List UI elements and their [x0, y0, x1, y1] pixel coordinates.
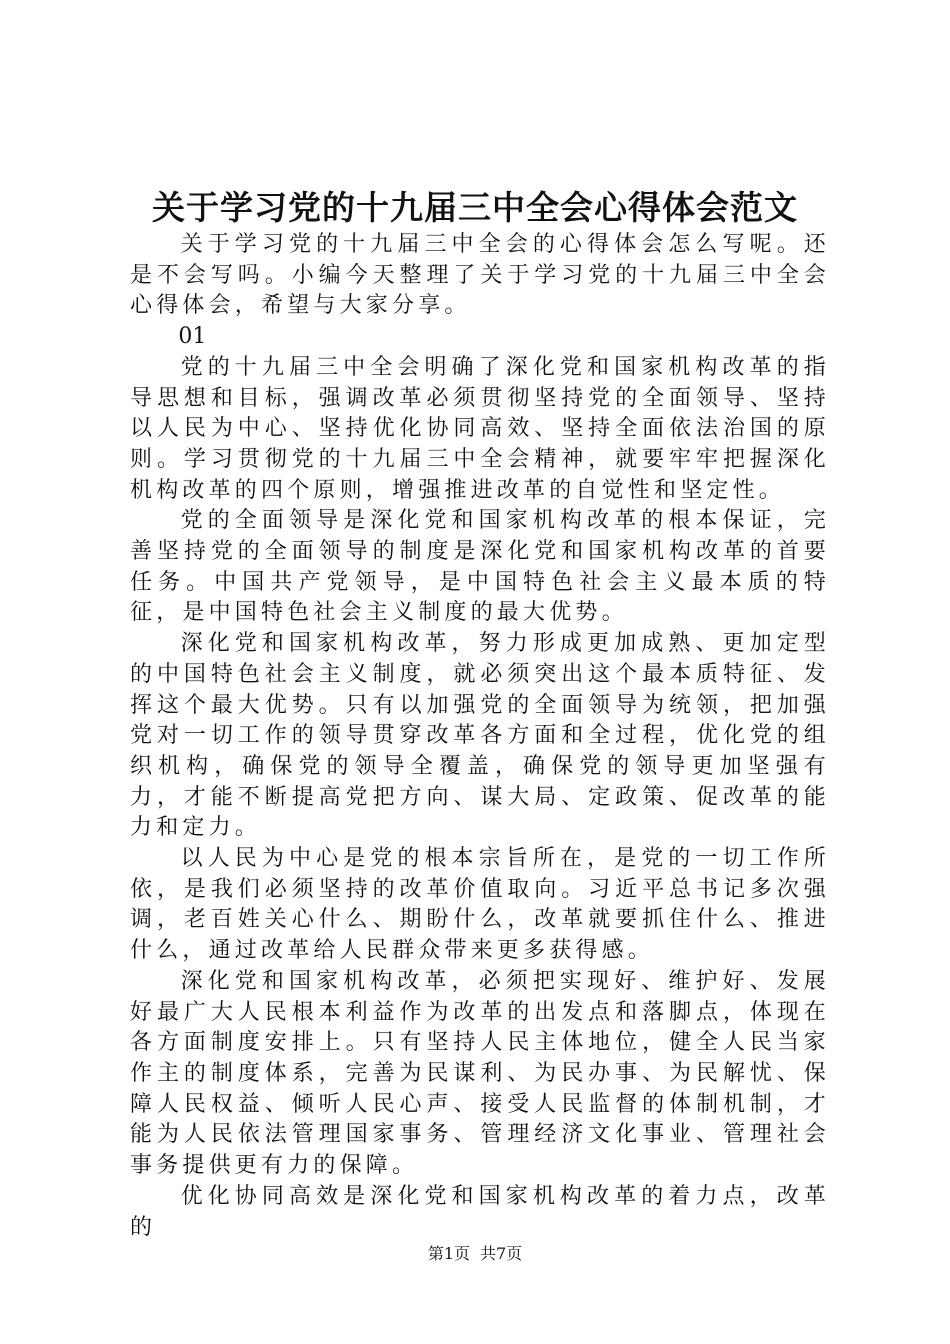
- document-body: [130, 230, 830, 1243]
- paragraph: 党的全面领导是深化党和国家机构改革的根本保证，完善坚持党的全面领导的制度是深化党和国家机构改革的首要任务。中国共产党领导，是中国特色社会主义最本质的特征，是中国特色社会主义制度的最大优势。: [130, 508, 830, 626]
- paragraph: 深化党和国家机构改革，努力形成更加成熟、更加定型的中国特色社会主义制度，就必须突出这个最本质特征、发挥这个最大优势。只有以加强党的全面领导为统领，把加强党对一切工作的领导贯穿改革各方面和全过程，优化党的组织机构，确保党的领导全覆盖，确保党的领导更加坚强有力，才能不断提高党把方向、谋大局、定政策、促改革的能力和定力。: [130, 631, 830, 841]
- section-number: 01: [178, 324, 207, 350]
- page-number: 第1页: [427, 1244, 470, 1263]
- document-title: 关于学习党的十九届三中全会心得体会范文: [152, 188, 798, 227]
- paragraph: 党的十九届三中全会明确了深化党和国家机构改革的指导思想和目标，强调改革必须贯彻坚持党的全面领导、坚持以人民为中心、坚持优化协同高效、坚持全面依法治国的原则。学习贯彻党的十九届三中全会精神，就要牢牢把握深化机构改革的四个原则，增强推进改革的自觉性和坚定性。: [130, 354, 830, 503]
- paragraph-intro: 关于学习党的十九届三中全会的心得体会怎么写呢。还是不会写吗。小编今天整理了关于学习党的十九届三中全会心得体会，希望与大家分享。: [130, 232, 830, 319]
- paragraph: 以人民为中心是党的根本宗旨所在，是党的一切工作所依，是我们必须坚持的改革价值取向。习近平总书记多次强调，老百姓关心什么、期盼什么，改革就要抓住什么、推进什么，通过改革给人民群众带来更多获得感。: [130, 846, 830, 964]
- page-footer: [0, 1244, 950, 1264]
- paragraph: 深化党和国家机构改革，必须把实现好、维护好、发展好最广大人民根本利益作为改革的出发点和落脚点，体现在各方面制度安排上。只有坚持人民主体地位，健全人民当家作主的制度体系，完善为民谋利、为民办事、为民解忧、保障人民权益、倾听人民心声、接受人民监督的体制机制，才能为人民依法管理国家事务、管理经济文化事业、管理社会事务提供更有力的保障。: [130, 968, 830, 1179]
- paragraph: 优化协同高效是深化党和国家机构改革的着力点，改革的: [130, 1183, 830, 1240]
- page-total: 共7页: [480, 1244, 523, 1263]
